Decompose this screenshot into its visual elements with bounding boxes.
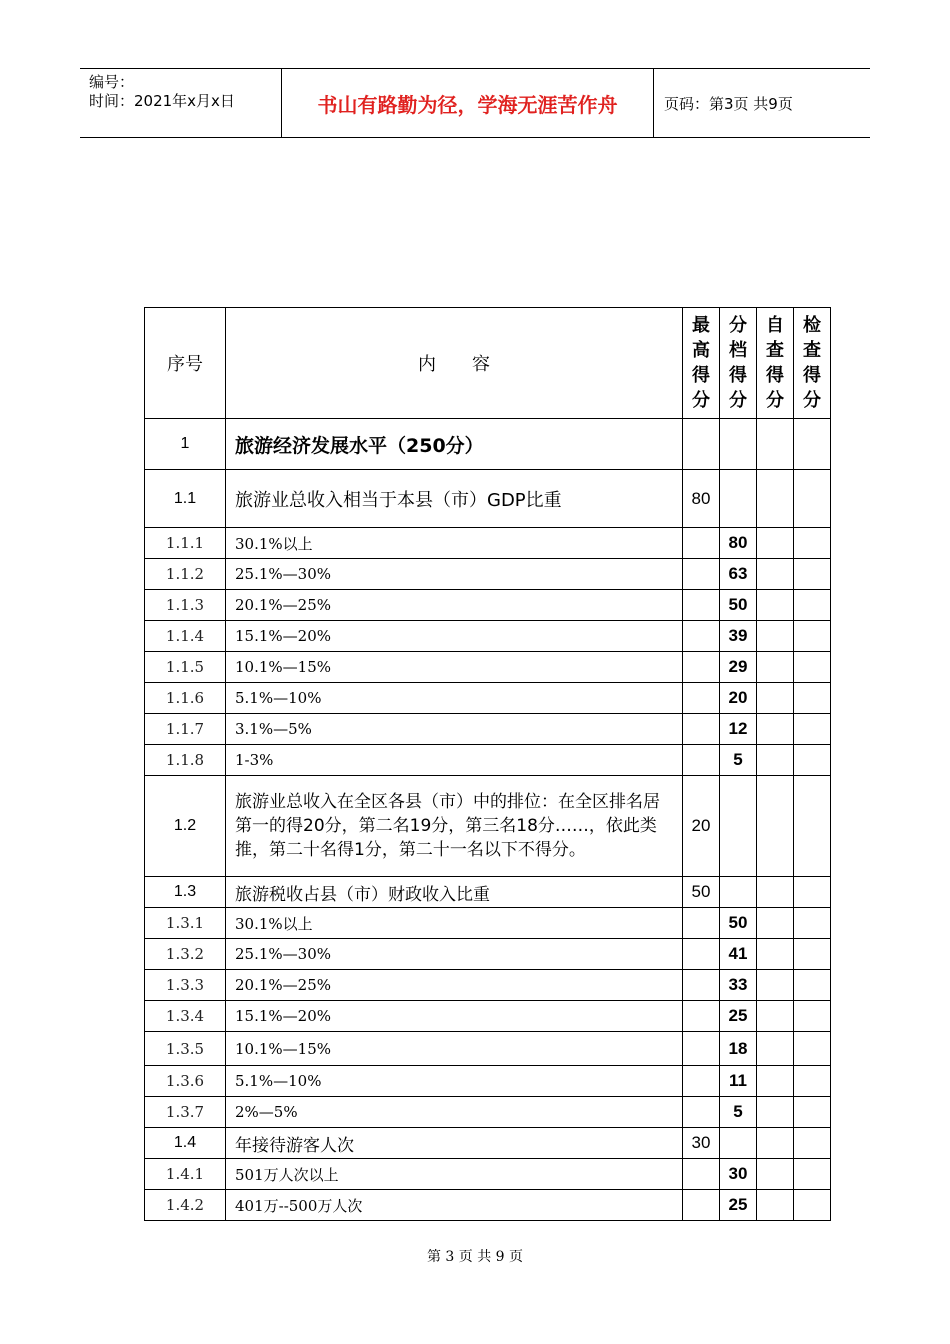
row-number: 1.2 [145, 776, 226, 877]
row-check-score[interactable] [794, 908, 831, 939]
table-row [145, 621, 831, 652]
row-check-score[interactable] [794, 419, 831, 470]
row-max-score [683, 939, 720, 970]
row-number: 1.4.1 [145, 1159, 226, 1190]
table-row [145, 470, 831, 528]
row-self-score[interactable] [757, 877, 794, 908]
row-check-score[interactable] [794, 776, 831, 877]
row-self-score[interactable] [757, 652, 794, 683]
row-tier-score: 30 [720, 1159, 757, 1190]
header-char: 分 [728, 315, 747, 336]
table-header-row [145, 308, 831, 419]
row-max-score [683, 1190, 720, 1221]
table-row [145, 1066, 831, 1097]
row-number: 1 [145, 419, 226, 470]
header-content: 内 容 [226, 308, 683, 419]
header-char: 分 [765, 390, 784, 411]
row-max-score: 80 [683, 470, 720, 528]
row-check-score[interactable] [794, 528, 831, 559]
header-tier-score [720, 308, 757, 419]
row-content: 5.1%—10% [226, 683, 683, 714]
row-content: 15.1%—20% [226, 621, 683, 652]
row-tier-score [720, 1128, 757, 1159]
row-content: 25.1%—30% [226, 559, 683, 590]
row-content: 25.1%—30% [226, 939, 683, 970]
row-max-score: 50 [683, 877, 720, 908]
row-max-score [683, 1097, 720, 1128]
row-tier-score: 50 [720, 908, 757, 939]
row-self-score[interactable] [757, 970, 794, 1001]
row-tier-score: 80 [720, 528, 757, 559]
row-tier-score [720, 776, 757, 877]
table-row [145, 1190, 831, 1221]
row-check-score[interactable] [794, 621, 831, 652]
row-number: 1.4.2 [145, 1190, 226, 1221]
row-number: 1.3 [145, 877, 226, 908]
row-tier-score [720, 877, 757, 908]
header-char: 高 [691, 340, 710, 361]
header-self-score [757, 308, 794, 419]
row-max-score [683, 745, 720, 776]
row-number: 1.1.7 [145, 714, 226, 745]
row-content: 5.1%—10% [226, 1066, 683, 1097]
table-row [145, 908, 831, 939]
row-check-score[interactable] [794, 745, 831, 776]
row-self-score[interactable] [757, 745, 794, 776]
row-tier-score: 29 [720, 652, 757, 683]
row-tier-score: 11 [720, 1066, 757, 1097]
row-self-score[interactable] [757, 1032, 794, 1066]
table-row [145, 559, 831, 590]
row-max-score [683, 970, 720, 1001]
header-meta [80, 69, 282, 137]
row-self-score[interactable] [757, 714, 794, 745]
row-content: 1-3% [226, 745, 683, 776]
row-content: 501万人次以上 [226, 1159, 683, 1190]
row-number: 1.3.4 [145, 1001, 226, 1032]
row-tier-score: 25 [720, 1190, 757, 1221]
row-max-score [683, 652, 720, 683]
row-content: 3.1%—5% [226, 714, 683, 745]
row-max-score [683, 683, 720, 714]
table-row [145, 714, 831, 745]
row-content: 年接待游客人次 [226, 1128, 683, 1159]
header-char: 检 [802, 315, 821, 336]
header-no: 序号 [145, 308, 226, 419]
row-tier-score [720, 470, 757, 528]
row-check-score[interactable] [794, 1097, 831, 1128]
row-tier-score: 50 [720, 590, 757, 621]
table-row [145, 590, 831, 621]
row-check-score[interactable] [794, 1066, 831, 1097]
row-content: 10.1%—15% [226, 652, 683, 683]
page-header [80, 68, 870, 138]
row-content: 30.1%以上 [226, 528, 683, 559]
row-number: 1.1.8 [145, 745, 226, 776]
table-row [145, 877, 831, 908]
row-max-score [683, 590, 720, 621]
header-char: 查 [802, 340, 821, 361]
table-row [145, 1159, 831, 1190]
header-self-score-text [765, 313, 785, 413]
row-tier-score: 18 [720, 1032, 757, 1066]
row-content: 401万--500万人次 [226, 1190, 683, 1221]
row-self-score[interactable] [757, 1097, 794, 1128]
row-check-score[interactable] [794, 939, 831, 970]
row-self-score[interactable] [757, 776, 794, 877]
row-tier-score: 63 [720, 559, 757, 590]
row-check-score[interactable] [794, 1159, 831, 1190]
row-content: 30.1%以上 [226, 908, 683, 939]
row-max-score: 30 [683, 1128, 720, 1159]
row-max-score [683, 1032, 720, 1066]
row-tier-score: 25 [720, 1001, 757, 1032]
table-row [145, 683, 831, 714]
row-self-score[interactable] [757, 419, 794, 470]
header-page-code: 页码：第3页 共9页 [664, 94, 793, 113]
row-number: 1.1.6 [145, 683, 226, 714]
row-max-score: 20 [683, 776, 720, 877]
header-char: 得 [728, 365, 747, 386]
row-check-score[interactable] [794, 970, 831, 1001]
row-number: 1.3.1 [145, 908, 226, 939]
row-tier-score [720, 419, 757, 470]
row-tier-score: 41 [720, 939, 757, 970]
table-row [145, 745, 831, 776]
table-row [145, 1128, 831, 1159]
row-content: 15.1%—20% [226, 1001, 683, 1032]
header-char: 得 [802, 365, 821, 386]
table-body [145, 419, 831, 1221]
row-check-score[interactable] [794, 590, 831, 621]
row-tier-score: 39 [720, 621, 757, 652]
row-number: 1.3.2 [145, 939, 226, 970]
row-check-score[interactable] [794, 559, 831, 590]
row-tier-score: 33 [720, 970, 757, 1001]
header-char: 档 [728, 340, 747, 361]
document-number-label: 编号： [89, 73, 135, 91]
row-self-score[interactable] [757, 559, 794, 590]
row-check-score[interactable] [794, 1001, 831, 1032]
header-char: 得 [765, 365, 784, 386]
row-max-score [683, 908, 720, 939]
row-check-score[interactable] [794, 683, 831, 714]
row-check-score[interactable] [794, 1190, 831, 1221]
row-check-score[interactable] [794, 1128, 831, 1159]
table-row [145, 776, 831, 877]
row-tier-score: 12 [720, 714, 757, 745]
table-row [145, 1032, 831, 1066]
row-content: 10.1%—15% [226, 1032, 683, 1066]
row-max-score [683, 714, 720, 745]
scoring-table [144, 307, 831, 1221]
row-max-score [683, 559, 720, 590]
table-row [145, 939, 831, 970]
row-number: 1.1.2 [145, 559, 226, 590]
table-row [145, 1001, 831, 1032]
row-tier-score: 5 [720, 745, 757, 776]
table-row [145, 419, 831, 470]
row-max-score [683, 419, 720, 470]
row-number: 1.1 [145, 470, 226, 528]
row-self-score[interactable] [757, 1128, 794, 1159]
table-row [145, 1097, 831, 1128]
row-max-score [683, 621, 720, 652]
row-number: 1.3.5 [145, 1032, 226, 1066]
row-check-score[interactable] [794, 714, 831, 745]
row-max-score [683, 1001, 720, 1032]
row-check-score[interactable] [794, 1032, 831, 1066]
row-self-score[interactable] [757, 683, 794, 714]
header-char: 分 [691, 390, 710, 411]
row-number: 1.1.5 [145, 652, 226, 683]
row-self-score[interactable] [757, 1066, 794, 1097]
row-content: 20.1%—25% [226, 970, 683, 1001]
row-max-score [683, 1066, 720, 1097]
header-check-score-text [802, 313, 822, 413]
row-content: 旅游业总收入相当于本县（市）GDP比重 [226, 470, 683, 528]
row-tier-score: 5 [720, 1097, 757, 1128]
row-self-score[interactable] [757, 1001, 794, 1032]
row-number: 1.3.6 [145, 1066, 226, 1097]
header-char: 最 [691, 315, 710, 336]
header-char: 分 [802, 390, 821, 411]
row-check-score[interactable] [794, 652, 831, 683]
row-number: 1.1.3 [145, 590, 226, 621]
header-max-score-text [691, 313, 711, 413]
header-char: 得 [691, 365, 710, 386]
row-self-score[interactable] [757, 590, 794, 621]
row-check-score[interactable] [794, 470, 831, 528]
row-self-score[interactable] [757, 939, 794, 970]
document-time-label: 时间：2021年x月x日 [89, 92, 235, 110]
row-max-score [683, 1159, 720, 1190]
row-max-score [683, 528, 720, 559]
row-number: 1.3.3 [145, 970, 226, 1001]
row-check-score[interactable] [794, 877, 831, 908]
header-check-score [794, 308, 831, 419]
row-content: 旅游业总收入在全区各县（市）中的排位：在全区排名居第一的得20分，第二名19分，第三名18分……，依此类推，第二十名得1分，第二十一名以下不得分。 [226, 776, 683, 877]
row-number: 1.3.7 [145, 1097, 226, 1128]
row-tier-score: 20 [720, 683, 757, 714]
row-self-score[interactable] [757, 1159, 794, 1190]
row-self-score[interactable] [757, 528, 794, 559]
header-max-score [683, 308, 720, 419]
header-char: 查 [765, 340, 784, 361]
row-self-score[interactable] [757, 1190, 794, 1221]
row-content: 2%—5% [226, 1097, 683, 1128]
table-row [145, 528, 831, 559]
row-content: 旅游经济发展水平（250分） [226, 419, 683, 470]
row-self-score[interactable] [757, 470, 794, 528]
row-self-score[interactable] [757, 621, 794, 652]
row-content: 20.1%—25% [226, 590, 683, 621]
table-row [145, 652, 831, 683]
page-footer: 第 3 页 共 9 页 [426, 1249, 524, 1265]
header-motto: 书山有路勤为径，学海无涯苦作舟 [282, 69, 654, 137]
header-tier-score-text [728, 313, 748, 413]
row-content: 旅游税收占县（市）财政收入比重 [226, 877, 683, 908]
header-char: 自 [765, 315, 784, 336]
header-char: 分 [728, 390, 747, 411]
row-self-score[interactable] [757, 908, 794, 939]
row-number: 1.1.1 [145, 528, 226, 559]
row-number: 1.4 [145, 1128, 226, 1159]
row-number: 1.1.4 [145, 621, 226, 652]
table-row [145, 970, 831, 1001]
